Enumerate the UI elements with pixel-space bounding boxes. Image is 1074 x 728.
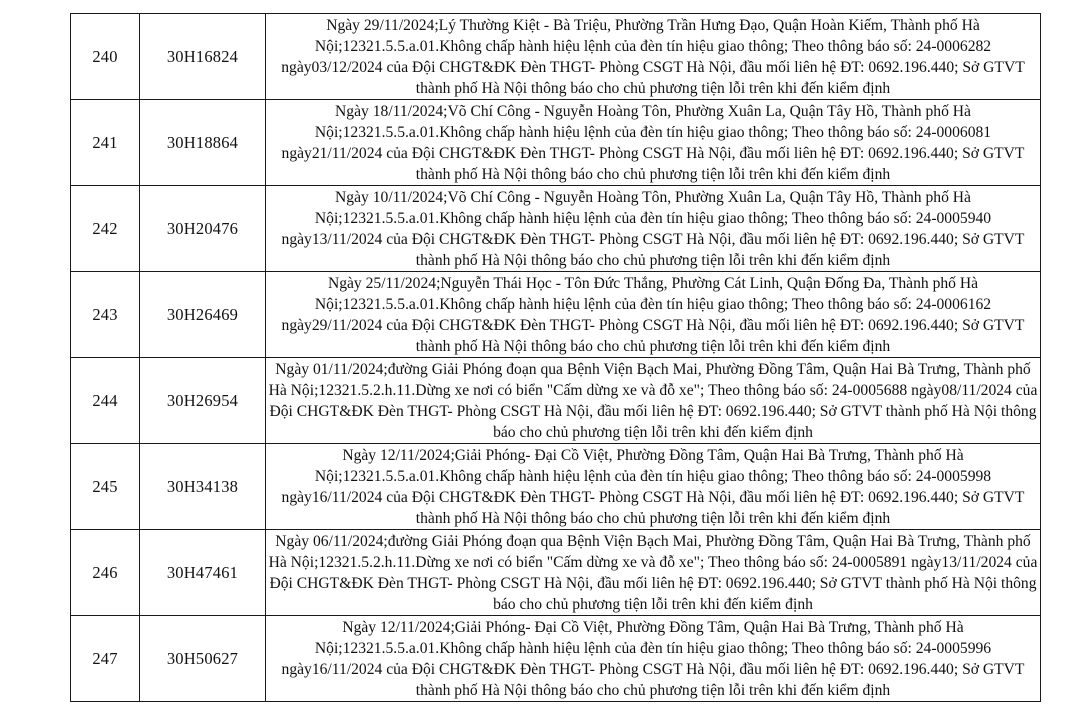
license-plate: 30H47461 bbox=[140, 530, 266, 616]
row-number: 242 bbox=[71, 186, 140, 272]
violation-description: Ngày 25/11/2024;Nguyễn Thái Học - Tôn Đức Thắng, Phường Cát Linh, Quận Đống Đa, Thành phố Hà Nội;12321.5.5.a.01.Không chấp hành hiệu lệnh của đèn tín hiệu giao thông; Theo thông báo số: 24-0006162 ngày29/11/2024 của Đội CHGT&ĐK Đèn THGT- Phòng CSGT Hà Nội, đầu mối liên hệ ĐT: 0692.196.440; Sở GTVT thành phố Hà Nội thông báo cho chủ phương tiện lỗi trên khi đến kiểm định bbox=[281, 274, 1025, 355]
row-number: 247 bbox=[71, 616, 140, 702]
row-number: 244 bbox=[71, 358, 140, 444]
table-row bbox=[71, 616, 1041, 702]
violation-description-cell bbox=[266, 14, 1041, 100]
row-number: 240 bbox=[71, 14, 140, 100]
table-row bbox=[71, 358, 1041, 444]
violation-description-cell bbox=[266, 444, 1041, 530]
license-plate: 30H50627 bbox=[140, 616, 266, 702]
violations-table bbox=[70, 13, 1041, 702]
license-plate: 30H26954 bbox=[140, 358, 266, 444]
license-plate: 30H26469 bbox=[140, 272, 266, 358]
violation-description-cell bbox=[266, 186, 1041, 272]
table-row bbox=[71, 444, 1041, 530]
table-row bbox=[71, 186, 1041, 272]
violation-description-cell bbox=[266, 530, 1041, 616]
table-row bbox=[71, 14, 1041, 100]
violation-description: Ngày 12/11/2024;Giải Phóng- Đại Cồ Việt, Phường Đồng Tâm, Quận Hai Bà Trưng, Thành phố Hà Nội;12321.5.5.a.01.Không chấp hành hiệu lệnh của đèn tín hiệu giao thông; Theo thông báo số: 24-0005998 ngày16/11/2024 của Đội CHGT&ĐK Đèn THGT- Phòng CSGT Hà Nội, đầu mối liên hệ ĐT: 0692.196.440; Sở GTVT thành phố Hà Nội thông báo cho chủ phương tiện lỗi trên khi đến kiểm định bbox=[281, 446, 1025, 527]
license-plate: 30H34138 bbox=[140, 444, 266, 530]
violation-description-cell bbox=[266, 272, 1041, 358]
violation-description: Ngày 10/11/2024;Võ Chí Công - Nguyễn Hoàng Tôn, Phường Xuân La, Quận Tây Hồ, Thành phố Hà Nội;12321.5.5.a.01.Không chấp hành hiệu lệnh của đèn tín hiệu giao thông; Theo thông báo số: 24-0005940 ngày13/11/2024 của Đội CHGT&ĐK Đèn THGT- Phòng CSGT Hà Nội, đầu mối liên hệ ĐT: 0692.196.440; Sở GTVT thành phố Hà Nội thông báo cho chủ phương tiện lỗi trên khi đến kiểm định bbox=[281, 188, 1025, 269]
violation-description: Ngày 01/11/2024;đường Giải Phóng đoạn qua Bệnh Viện Bạch Mai, Phường Đồng Tâm, Quận Hai Bà Trưng, Thành phố Hà Nội;12321.5.2.h.11.Dừng xe nơi có biển "Cấm dừng xe và đỗ xe"; Theo thông báo số: 24-0005688 ngày08/11/2024 của Đội CHGT&ĐK Đèn THGT- Phòng CSGT Hà Nội, đầu mối liên hệ ĐT: 0692.196.440; Sở GTVT thành phố Hà Nội thông báo cho chủ phương tiện lỗi trên khi đến kiểm định bbox=[268, 360, 1038, 441]
violation-description: Ngày 12/11/2024;Giải Phóng- Đại Cồ Việt, Phường Đồng Tâm, Quận Hai Bà Trưng, Thành phố Hà Nội;12321.5.5.a.01.Không chấp hành hiệu lệnh của đèn tín hiệu giao thông; Theo thông báo số: 24-0005996 ngày16/11/2024 của Đội CHGT&ĐK Đèn THGT- Phòng CSGT Hà Nội, đầu mối liên hệ ĐT: 0692.196.440; Sở GTVT thành phố Hà Nội thông báo cho chủ phương tiện lỗi trên khi đến kiểm định bbox=[281, 618, 1025, 699]
violation-description-cell bbox=[266, 100, 1041, 186]
violation-description-cell bbox=[266, 358, 1041, 444]
row-number: 241 bbox=[71, 100, 140, 186]
violation-description: Ngày 29/11/2024;Lý Thường Kiệt - Bà Triệu, Phường Trần Hưng Đạo, Quận Hoàn Kiếm, Thành phố Hà Nội;12321.5.5.a.01.Không chấp hành hiệu lệnh của đèn tín hiệu giao thông; Theo thông báo số: 24-0006282 ngày03/12/2024 của Đội CHGT&ĐK Đèn THGT- Phòng CSGT Hà Nội, đầu mối liên hệ ĐT: 0692.196.440; Sở GTVT thành phố Hà Nội thông báo cho chủ phương tiện lỗi trên khi đến kiểm định bbox=[281, 16, 1025, 97]
license-plate: 30H20476 bbox=[140, 186, 266, 272]
table-row bbox=[71, 272, 1041, 358]
row-number: 246 bbox=[71, 530, 140, 616]
violation-description: Ngày 06/11/2024;đường Giải Phóng đoạn qua Bệnh Viện Bạch Mai, Phường Đồng Tâm, Quận Hai Bà Trưng, Thành phố Hà Nội;12321.5.2.h.11.Dừng xe nơi có biển "Cấm dừng xe và đỗ xe"; Theo thông báo số: 24-0005891 ngày13/11/2024 của Đội CHGT&ĐK Đèn THGT- Phòng CSGT Hà Nội, đầu mối liên hệ ĐT: 0692.196.440; Sở GTVT thành phố Hà Nội thông báo cho chủ phương tiện lỗi trên khi đến kiểm định bbox=[268, 532, 1038, 613]
violation-description: Ngày 18/11/2024;Võ Chí Công - Nguyễn Hoàng Tôn, Phường Xuân La, Quận Tây Hồ, Thành phố Hà Nội;12321.5.5.a.01.Không chấp hành hiệu lệnh của đèn tín hiệu giao thông; Theo thông báo số: 24-0006081 ngày21/11/2024 của Đội CHGT&ĐK Đèn THGT- Phòng CSGT Hà Nội, đầu mối liên hệ ĐT: 0692.196.440; Sở GTVT thành phố Hà Nội thông báo cho chủ phương tiện lỗi trên khi đến kiểm định bbox=[281, 102, 1025, 183]
row-number: 243 bbox=[71, 272, 140, 358]
table-row bbox=[71, 100, 1041, 186]
table-row bbox=[71, 530, 1041, 616]
row-number: 245 bbox=[71, 444, 140, 530]
license-plate: 30H18864 bbox=[140, 100, 266, 186]
violation-description-cell bbox=[266, 616, 1041, 702]
license-plate: 30H16824 bbox=[140, 14, 266, 100]
